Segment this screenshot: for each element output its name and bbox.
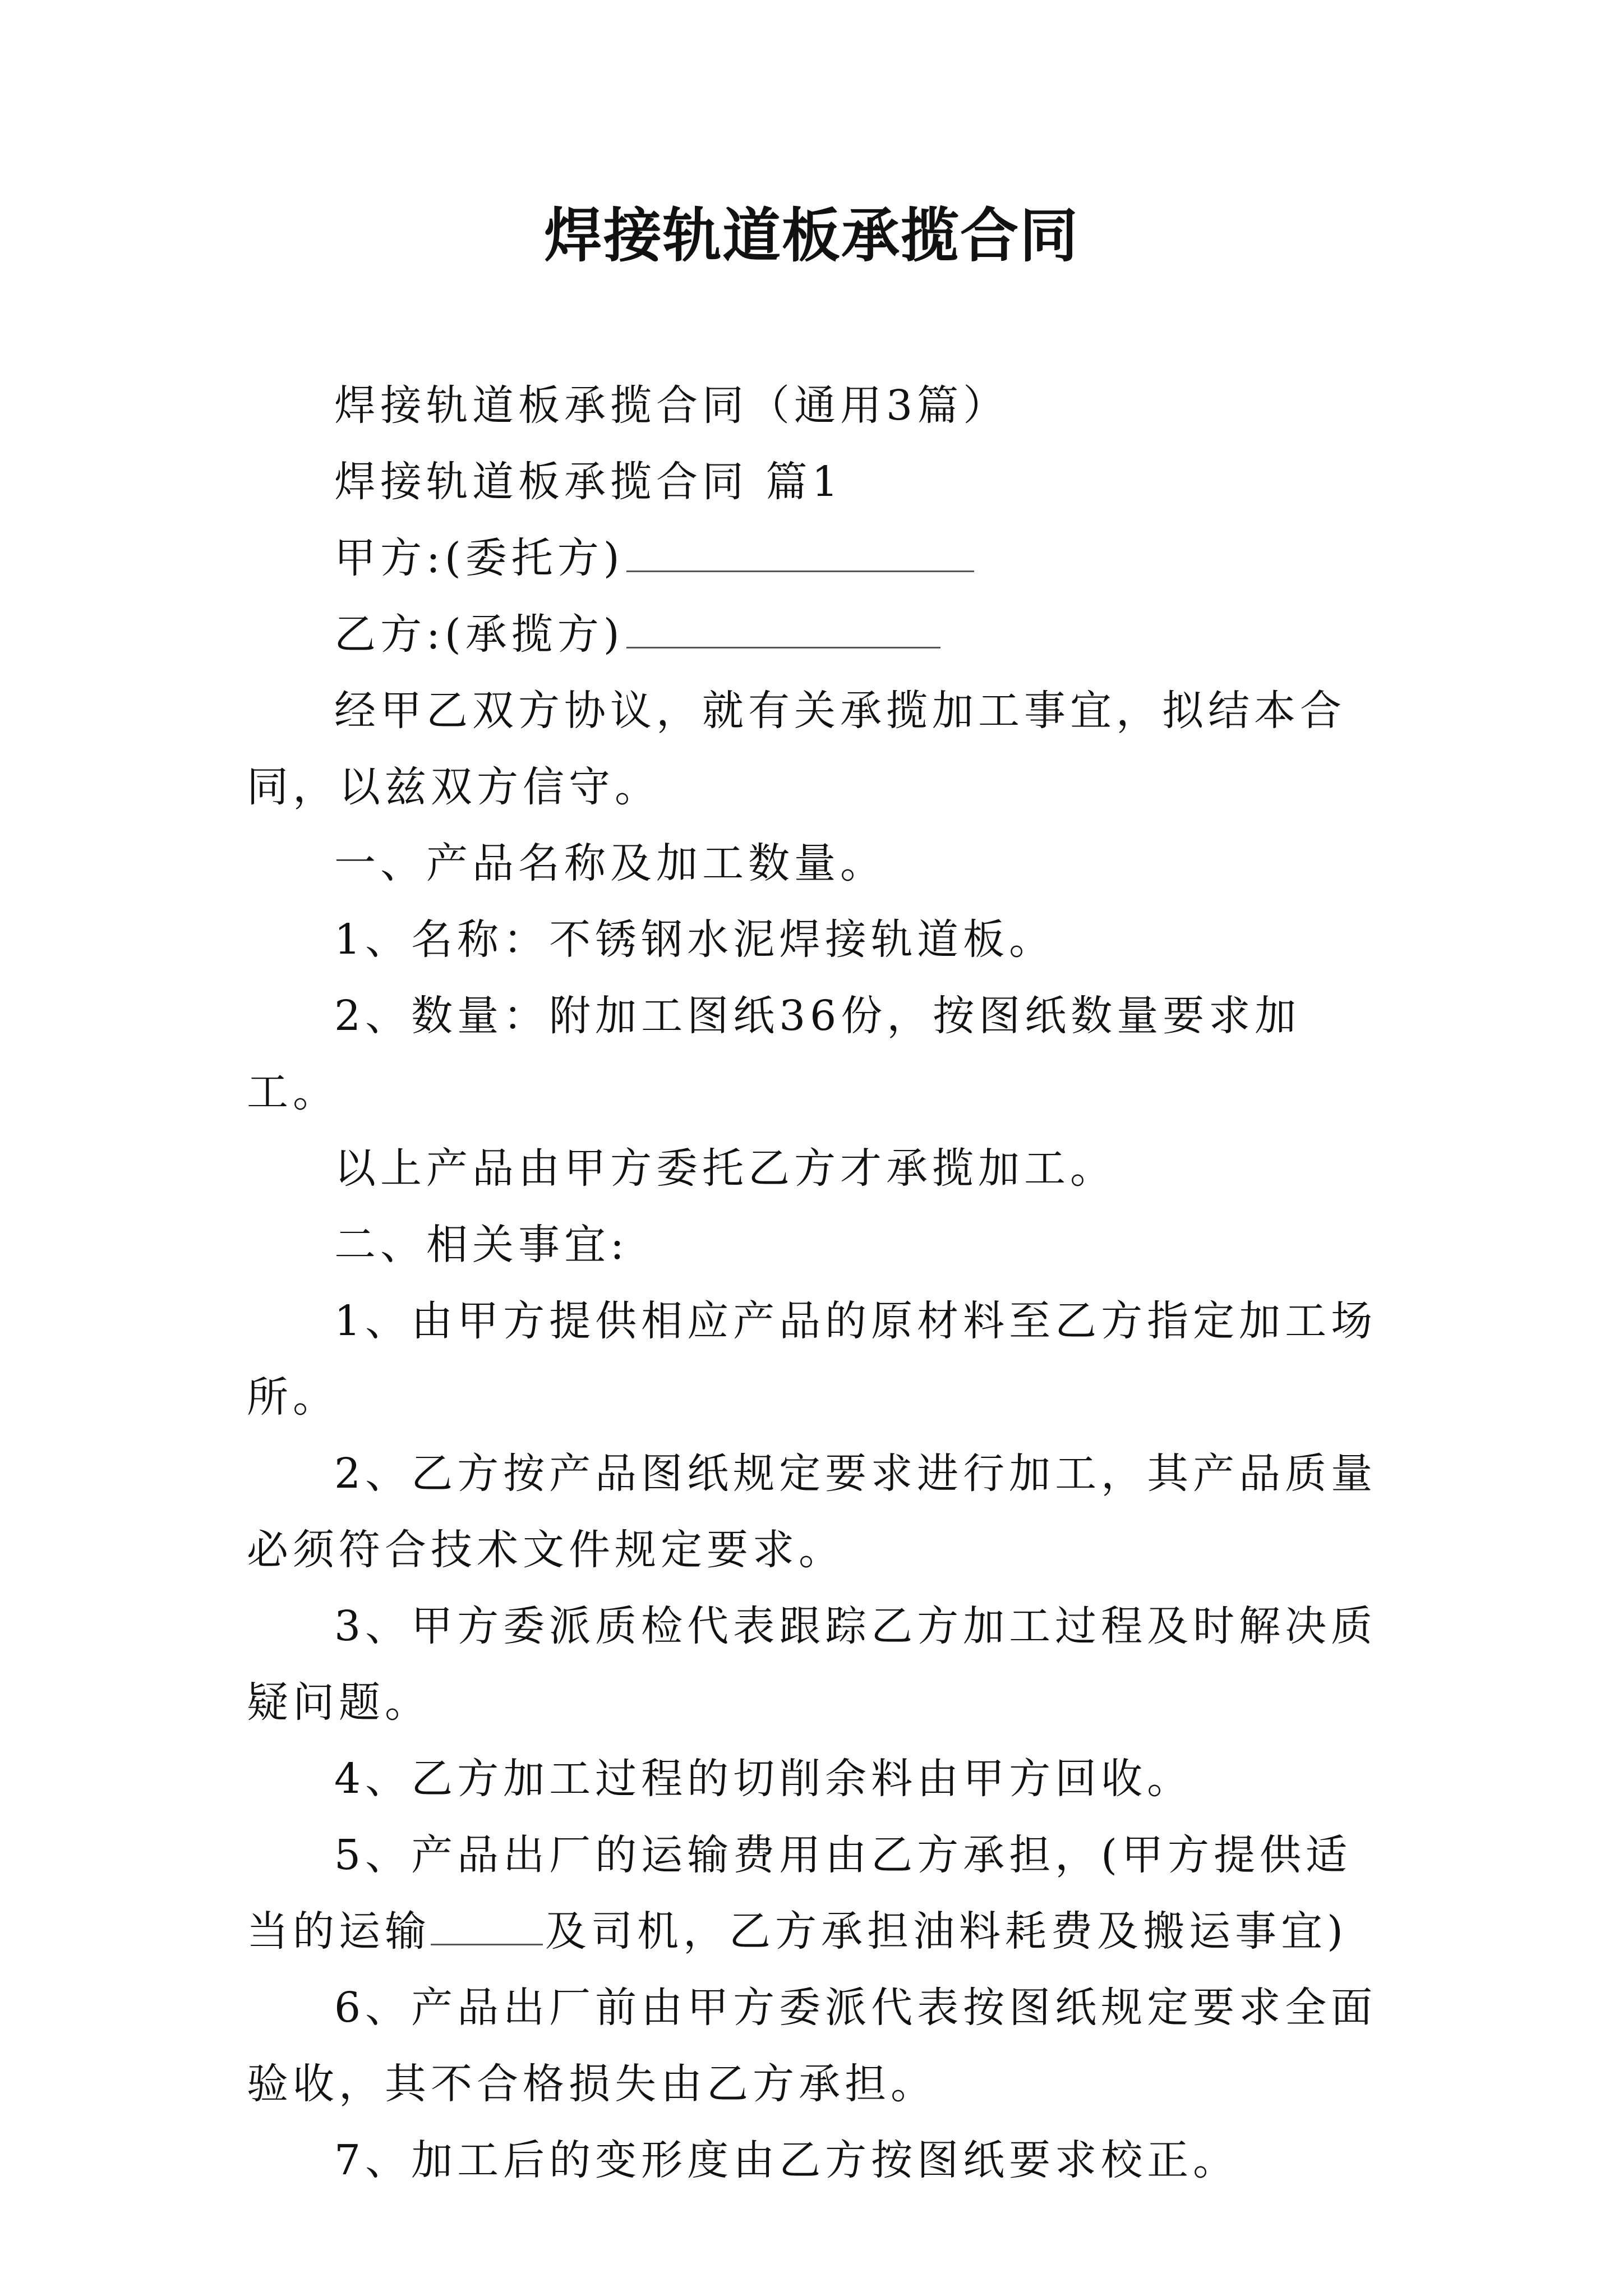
section-heading: 焊接轨道板承揽合同 篇1 bbox=[334, 458, 843, 506]
item-2-3: 3、甲方委派质检代表跟踪乙方加工过程及时解决质疑问题。 bbox=[247, 1602, 1377, 1727]
item-2-1: 1、由甲方提供相应产品的原材料至乙方指定加工场所。 bbox=[247, 1297, 1377, 1421]
item-2-5 bbox=[247, 1817, 1391, 1970]
party-b-blank bbox=[626, 613, 940, 648]
part1-note: 以上产品由甲方委托乙方才承揽加工。 bbox=[334, 1144, 1116, 1193]
item-2-7: 7、加工后的变形度由乙方按图纸要求校正。 bbox=[334, 2136, 1239, 2184]
party-b-label: 乙方:(承揽方) bbox=[334, 610, 624, 659]
subtitle: 焊接轨道板承揽合同（通用3篇） bbox=[334, 381, 1009, 430]
item-2-4: 4、乙方加工过程的切削余料由甲方回收。 bbox=[334, 1755, 1193, 1803]
party-a-line bbox=[247, 520, 1391, 596]
item-2-5-part2: 及司机，乙方承担油料耗费及搬运事宜) bbox=[545, 1907, 1348, 1955]
part1-heading: 一、产品名称及加工数量。 bbox=[334, 839, 886, 887]
transport-blank bbox=[431, 1910, 543, 1945]
party-b-line bbox=[247, 596, 1391, 673]
item-2-2: 2、乙方按产品图纸规定要求进行加工，其产品质量必须符合技术文件规定要求。 bbox=[247, 1450, 1377, 1574]
item-2-6: 6、产品出厂前由甲方委派代表按图纸规定要求全面验收，其不合格损失由乙方承担。 bbox=[247, 1984, 1377, 2108]
intro-paragraph: 经甲乙双方协议，就有关承揽加工事宜，拟结本合同，以兹双方信守。 bbox=[247, 687, 1346, 811]
party-a-label: 甲方:(委托方) bbox=[334, 534, 624, 582]
part2-heading: 二、相关事宜: bbox=[334, 1221, 629, 1269]
party-a-blank bbox=[626, 537, 974, 572]
item-1-1: 1、名称：不锈钢水泥焊接轨道板。 bbox=[334, 915, 1055, 964]
document-body bbox=[247, 367, 1391, 2198]
document-title: 焊接轨道板承揽合同 bbox=[543, 201, 1079, 270]
item-2-5-part1: 5、产品出厂的运输费用由乙方承担，(甲方提供适当的运输 bbox=[247, 1831, 1352, 1955]
item-1-2: 2、数量：附加工图纸36份，按图纸数量要求加工。 bbox=[247, 992, 1301, 1116]
